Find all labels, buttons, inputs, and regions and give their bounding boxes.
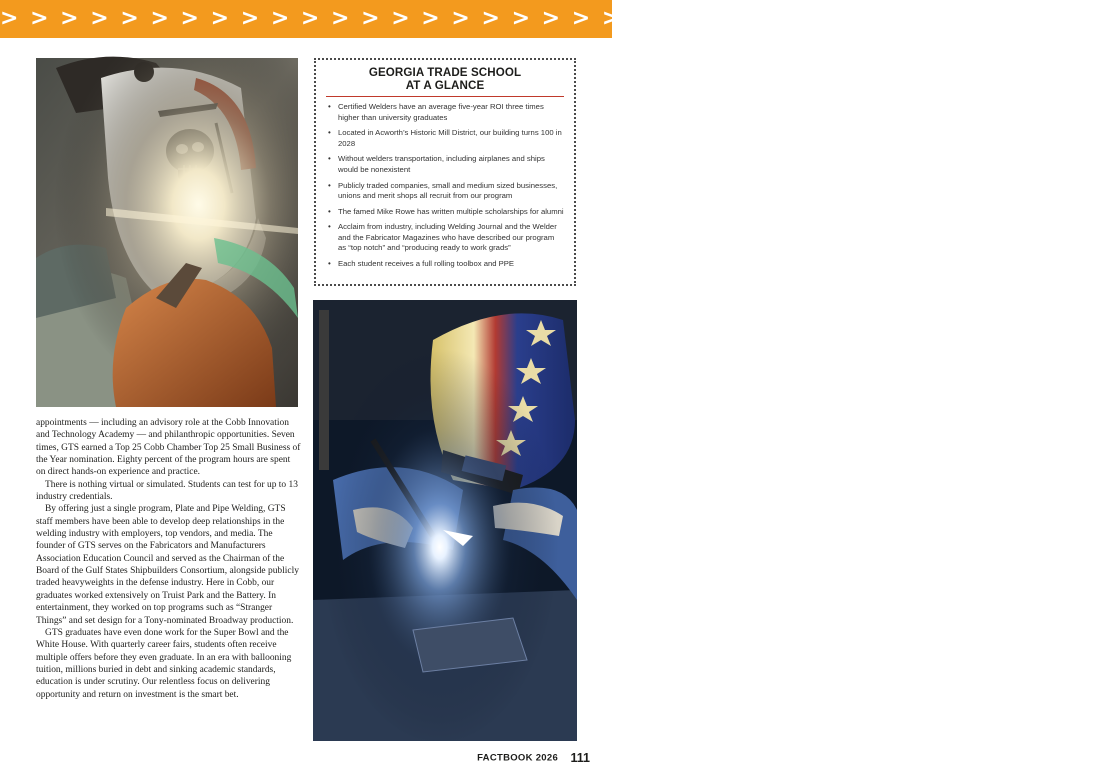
paragraph: appointments — including an advisory role at the Cobb Innovation and Technology Academy — and philanthropic opportunities. Seven times, GTS earned a Top 25 Cobb Chamber Top 25 Small Business of the Year nomination. Eighty percent of the program hours are spent on direct hands-on experience and practice. (36, 418, 301, 478)
bullet-icon: • (328, 206, 331, 216)
bullet-icon: • (328, 222, 331, 232)
publication-name: FACTBOOK 2026 (477, 752, 559, 764)
list-item: • Certified Welders have an average five-year ROI three times higher than university graduates (328, 102, 544, 122)
bullet-icon: • (328, 154, 331, 164)
bullet-icon: • (328, 180, 331, 190)
info-title-line2: AT A GLANCE (405, 79, 485, 92)
paragraph: There is nothing virtual or simulated. Students can test for up to 13 industry credentials. (36, 479, 298, 503)
chevron-pattern: > > > > > > > > > > > > > > > > > > > > > > > > > > > > > > > > > > > > > (0, 6, 1104, 31)
glance-list (326, 102, 564, 270)
bullet-icon: • (328, 128, 331, 138)
bullet-icon: • (328, 102, 331, 111)
list-item: • Publicly traded companies, small and medium sized businesses, unions and merit shops all recruit from our program (328, 180, 558, 201)
list-item: • Acclaim from industry, including Welding Journal and the Welder and the Fabricator Magazines who have described our program as “top notch” and “producing ready to work grads” (328, 222, 557, 253)
list-item: • Each student receives a full rolling toolbox and PPE (328, 259, 515, 269)
welder-skull-helmet-photo (36, 58, 298, 407)
bullet-icon: • (328, 259, 331, 269)
info-title-line1: GEORGIA TRADE SCHOOL (368, 66, 522, 79)
page-footer (477, 749, 590, 763)
title-divider (326, 96, 564, 97)
list-item: • Located in Acworth’s Historic Mill District, our building turns 100 in 2028 (328, 128, 562, 148)
at-a-glance-box (314, 58, 576, 286)
info-box-title (326, 66, 564, 92)
list-item: • The famed Mike Rowe has written multiple scholarships for alumni (328, 206, 564, 216)
paragraph: GTS graduates have even done work for the Super Bowl and the White House. With quarterly career fairs, students often receive multiple offers before they even graduate. In an era with ballooning tuition, millions buried in debt and sinking academic standards, education is under scrutiny. Our relentless focus on delivering opportunity and return on investment is the smart bet. (36, 627, 292, 700)
top-banner (0, 0, 1104, 38)
paragraph: By offering just a single program, Plate and Pipe Welding, GTS staff members have been able to develop deep relationships in the welding industry with employers, top vendors, and media. The founder of GTS serves on the Fabricators and Manufacturers Association Education Council and served as the Chairman of the Board of the Gulf States Shipbuilders Consortium, alongside publicly traded heavyweights in the defense industry. Here in Cobb, our graduates worked extensively on Truist Park and the Battery. In entertainment, they worked on top programs such as “Stranger Things” and set design for a Tony-nominated Broadway production. (36, 504, 299, 626)
page-number: 111 (570, 750, 590, 765)
welder-star-helmet-photo (313, 300, 577, 741)
article-body (36, 417, 302, 701)
list-item: • Without welders transportation, including airplanes and ships would be nonexistent (328, 154, 545, 174)
